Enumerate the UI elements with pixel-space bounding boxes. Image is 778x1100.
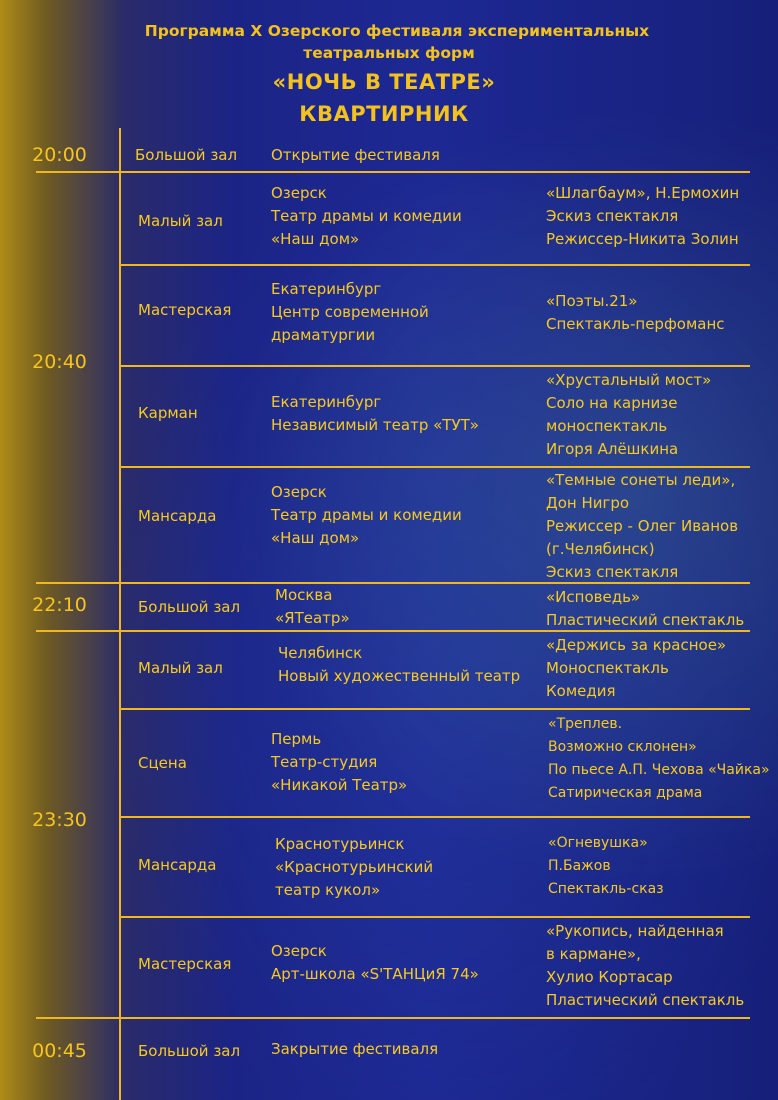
row-divider: [36, 1017, 750, 1019]
theatre-info: Челябинск Новый художественный театр: [278, 644, 521, 685]
performance-info: «Рукопись, найденная в кармане», Хулио Кортасар Пластический спектакль: [546, 922, 745, 1009]
performance-info: «Темные сонеты леди», Дон Нигро Режиссер - Олег Иванов (г.Челябинск) Эскиз спектакля: [546, 471, 739, 581]
theatre-info: Краснотурьинск «Краснотурьинский театр кукол»: [275, 835, 434, 899]
performance-info: «Шлагбаум», Н.Ермохин Эскиз спектакля Режиссер-Никита Золин: [546, 184, 740, 248]
poster-header: [0, 20, 778, 128]
performance-info: «Хрустальный мост» Соло на карнизе моноспектакль Игоря Алёшкина: [546, 371, 712, 458]
performance-info: «Огневушка» П.Бажов Спектакль-сказ: [548, 835, 664, 897]
theatre-info: Озерск Театр драмы и комедии «Наш дом»: [271, 184, 462, 248]
row-divider: [119, 816, 750, 818]
theatre-info: Екатеринбург Независимый театр «ТУТ»: [271, 393, 479, 434]
row-divider: [119, 365, 750, 367]
hall-name: Мастерская: [138, 301, 232, 319]
performance-info: «Поэты.21» Спектакль-перфоманс: [546, 292, 725, 333]
festival-subtitle: КВАРТИРНИК: [299, 102, 469, 126]
hall-name: Большой зал: [135, 146, 238, 164]
time-slot: 20:40: [32, 351, 87, 373]
row-divider: [119, 264, 750, 266]
theatre-info: Озерск Арт-школа «S'ТАНЦиЯ 74»: [271, 942, 479, 983]
hall-name: Мансарда: [138, 507, 217, 525]
hall-name: Малый зал: [138, 212, 223, 230]
time-slot: 20:00: [32, 144, 87, 166]
row-divider: [119, 916, 750, 918]
performance-info: «Треплев. Возможно склонен» По пьесе А.П. Чехова «Чайка» Сатирическая драма: [548, 716, 770, 801]
row-divider: [119, 466, 750, 468]
theatre-info: Открытие фестиваля: [271, 146, 440, 164]
time-slot: 23:30: [32, 809, 87, 831]
row-divider: [36, 171, 750, 173]
program-title-line2: театральных форм: [303, 44, 475, 62]
performance-info: «Держись за красное» Моноспектакль Комедия: [546, 636, 727, 700]
hall-name: Большой зал: [138, 1042, 241, 1060]
theatre-info: Пермь Театр-студия «Никакой Театр»: [271, 730, 408, 794]
theatre-info: Озерск Театр драмы и комедии «Наш дом»: [271, 483, 462, 547]
hall-name: Карман: [138, 404, 198, 422]
time-slot: 22:10: [32, 594, 87, 616]
theatre-info: Екатеринбург Центр современной драматургии: [271, 280, 429, 344]
program-title-line1: Программа X Озерского фестиваля экспериментальных: [144, 22, 650, 40]
hall-name: Малый зал: [138, 659, 223, 677]
hall-name: Большой зал: [138, 598, 241, 616]
timeline-divider: [119, 128, 121, 1100]
festival-title: «НОЧЬ В ТЕАТРЕ»: [272, 70, 496, 94]
performance-info: «Исповедь» Пластический спектакль: [546, 588, 745, 629]
row-divider: [119, 708, 750, 710]
hall-name: Мастерская: [138, 955, 232, 973]
theatre-info: Закрытие фестиваля: [271, 1040, 439, 1058]
time-slot: 00:45: [32, 1040, 87, 1062]
hall-name: Мансарда: [138, 856, 217, 874]
theatre-info: Москва «ЯТеатр»: [275, 586, 350, 627]
hall-name: Сцена: [138, 754, 187, 772]
